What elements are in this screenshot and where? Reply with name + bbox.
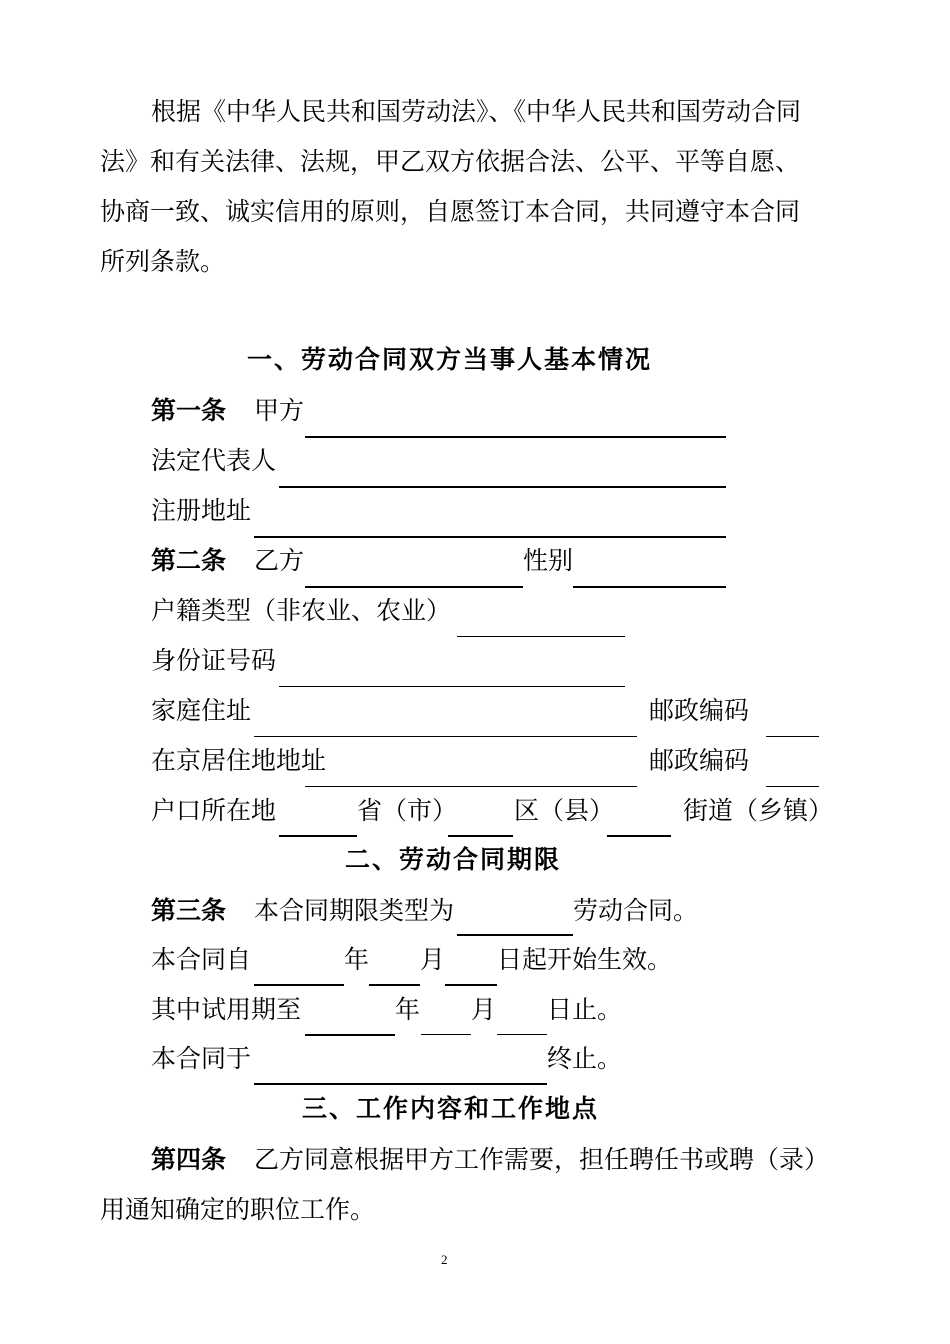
effective-suffix: 日起开始生效。	[497, 945, 673, 974]
intro-line-1: 根据《中华人民共和国劳动法》、《中华人民共和国劳动合同	[151, 97, 802, 126]
legal-rep-field[interactable]	[279, 486, 726, 488]
probation-prefix: 其中试用期至	[151, 995, 302, 1024]
effective-month-field[interactable]	[369, 984, 420, 986]
gender-label: 性别	[523, 546, 574, 575]
effective-day-field[interactable]	[445, 984, 497, 986]
effective-prefix: 本合同自	[151, 945, 252, 974]
probation-month-label: 月	[471, 995, 497, 1024]
effective-year-field[interactable]	[254, 984, 344, 986]
article-4-line-2: 用通知确定的职位工作。	[100, 1195, 376, 1224]
article-3-suffix: 劳动合同。	[573, 896, 699, 925]
province-label: 省（市）	[357, 796, 458, 825]
end-prefix: 本合同于	[151, 1044, 252, 1073]
intro-line-4: 所列条款。	[100, 247, 226, 276]
effective-year-label: 年	[344, 945, 370, 974]
household-type-label: 户籍类型（非农业、农业）	[151, 596, 452, 625]
hukou-province-field[interactable]	[279, 835, 357, 837]
party-a-label: 甲方	[254, 396, 305, 425]
reg-address-label: 注册地址	[151, 496, 252, 525]
article-4-line-1: 乙方同意根据甲方工作需要，担任聘任书或聘（录）	[254, 1145, 830, 1174]
party-b-label: 乙方	[254, 546, 305, 575]
legal-rep-label: 法定代表人	[151, 446, 277, 475]
page-number: 2	[441, 1252, 448, 1267]
hukou-street-field[interactable]	[607, 835, 671, 837]
end-date-field[interactable]	[254, 1083, 547, 1085]
beijing-address-field[interactable]	[305, 786, 637, 787]
hukou-district-field[interactable]	[448, 835, 513, 837]
postcode-2-label: 邮政编码	[649, 746, 750, 775]
intro-line-3: 协商一致、诚实信用的原则，自愿签订本合同，共同遵守本合同	[100, 197, 801, 226]
effective-month-label: 月	[420, 945, 446, 974]
id-number-field[interactable]	[279, 686, 625, 687]
section-3-heading: 三、工作内容和工作地点	[302, 1094, 600, 1123]
postcode-2-field[interactable]	[766, 786, 819, 787]
hukou-location-label: 户口所在地	[151, 796, 277, 825]
party-a-field[interactable]	[305, 436, 726, 438]
article-3-text: 本合同期限类型为	[254, 896, 455, 925]
probation-year-field[interactable]	[305, 1034, 395, 1036]
intro-line-2: 法》和有关法律、法规，甲乙双方依据合法、公平、平等自愿、	[100, 147, 801, 176]
article-4-label: 第四条	[151, 1145, 227, 1174]
end-suffix: 终止。	[547, 1044, 623, 1073]
household-type-field[interactable]	[457, 636, 625, 637]
section-1-heading: 一、劳动合同双方当事人基本情况	[247, 345, 653, 374]
probation-suffix: 日止。	[547, 995, 623, 1024]
street-label: 街道（乡镇）	[683, 796, 834, 825]
beijing-address-label: 在京居住地地址	[151, 746, 327, 775]
probation-year-label: 年	[395, 995, 421, 1024]
party-b-field[interactable]	[305, 586, 523, 588]
home-address-label: 家庭住址	[151, 696, 252, 725]
article-3-label: 第三条	[151, 896, 227, 925]
article-1-label: 第一条	[151, 396, 227, 425]
section-2-heading: 二、劳动合同期限	[345, 845, 562, 874]
id-number-label: 身份证号码	[151, 646, 277, 675]
article-2-label: 第二条	[151, 546, 227, 575]
postcode-1-field[interactable]	[766, 736, 819, 737]
district-label: 区（县）	[514, 796, 615, 825]
probation-day-field[interactable]	[497, 1034, 547, 1035]
postcode-1-label: 邮政编码	[649, 696, 750, 725]
contract-type-field[interactable]	[457, 934, 573, 936]
probation-month-field[interactable]	[421, 1034, 471, 1035]
home-address-field[interactable]	[254, 736, 637, 737]
gender-field[interactable]	[573, 586, 726, 588]
reg-address-field[interactable]	[254, 536, 726, 538]
